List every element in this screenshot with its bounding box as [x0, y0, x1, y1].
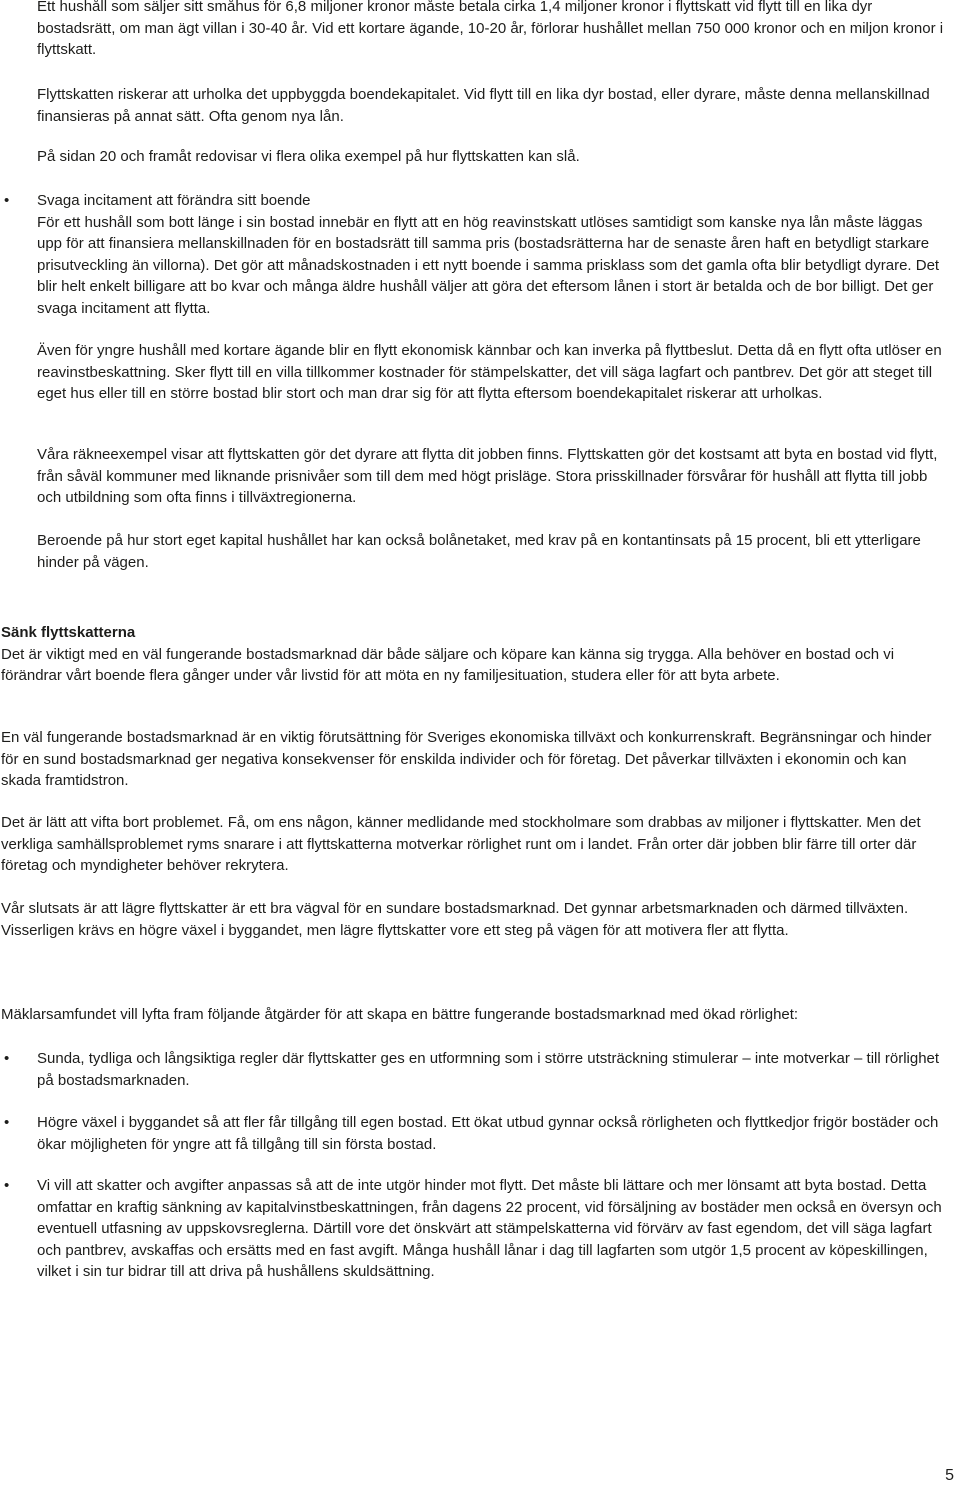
page-number: 5 — [945, 1467, 954, 1484]
bullet-marker: • — [4, 192, 10, 209]
intro-paragraph-2: Flyttskatten riskerar att urholka det uppbyggda boendekapitalet. Vid flytt till en lika dyr bostad, eller dyrare, måste denna mellanskillnad finansieras på annat sätt. Ofta genom nya lån. — [37, 86, 930, 125]
bullet-paragraph-2: Även för yngre hushåll med kortare ägande blir en flytt ekonomisk kännbar och kan inverka på flyttbeslut. Detta då en flytt ofta utlöser en reavinstbeskattning. Sker flytt till en villa tillkommer kostnader för stämpelskatter, det vill säga lagfart och pantbrev. Det gör att steget till eget hus eller till en större bostad blir stort och man drar sig för att flytta eftersom boendekapitalet riskerar att urholkas. — [37, 342, 942, 402]
measure-item-1: Sunda, tydliga och långsiktiga regler där flyttskatter ges en utformning som i större utsträckning stimulerar – inte motverkar – till rörlighet på bostadsmarknaden. — [37, 1050, 940, 1089]
measures-intro: Mäklarsamfundet vill lyfta fram följande åtgärder för att skapa en bättre fungerande bostadsmarknad med ökad rörlighet: — [1, 1006, 799, 1023]
sank-paragraph-2: En väl fungerande bostadsmarknad är en viktig förutsättning för Sveriges ekonomiska tillväxt och konkurrenskraft. Begränsningar och hinder för en sund bostadsmarknad ger negativa konsekvenser för enskilda individer och för företag. Det påverkar tillväxten i ekonomin och kan skada framtidstron. — [1, 729, 932, 789]
bullet-marker: • — [4, 1114, 10, 1131]
section-heading: Sänk flyttskatterna — [1, 624, 136, 641]
intro-paragraph-3: På sidan 20 och framåt redovisar vi flera olika exempel på hur flyttskatten kan slå. — [37, 148, 580, 165]
measure-item-3: Vi vill att skatter och avgifter anpassas så att de inte utgör hinder mot flytt. Det måste bli lättare och mer lönsamt att byta bostad. Detta omfattar en kraftig sänkning av kapitalvinstbeskattningen, från dagens 22 procent, vid försäljning av bostäder men också en översyn och eventuell utfasning av uppskovsreglerna. Därtill vore det önskvärt att stämpelskatterna vid förvärv av fast egendom, det vill säga lagfart och pantbrev, avskaffas och ersätts med en fast avgift. Många hushåll lånar i dag till lagfarten som utgör 1,5 procent av köpeskillingen, vilket i sin tur bidrar till att driva på hushållens skuldsättning. — [37, 1177, 942, 1280]
sank-section — [1, 622, 947, 687]
sank-paragraph-3: Det är lätt att vifta bort problemet. Få, om ens någon, känner medlidande med stockholmare som drabbas av miljoner i flyttskatter. Men det verkliga samhällsproblemet ryms snarare i att flyttskatterna motverkar rörlighet runt om i landet. Från orter där jobben blir färre till orter där företag och myndigheter behöver rekrytera. — [1, 814, 921, 874]
bullet-marker: • — [4, 1050, 10, 1067]
measure-item-2: Högre växel i byggandet så att fler får tillgång till egen bostad. Ett ökat utbud gynnar också rörligheten och flyttkedjor frigör bostäder och ökar möjligheten för yngre att få tillgång till sin första bostad. — [37, 1114, 939, 1153]
intro-paragraph-1: Ett hushåll som säljer sitt småhus för 6,8 miljoner kronor måste betala cirka 1,4 miljoner kronor i flyttskatt vid flytt till en lika dyr bostadsrätt, om man ägt villan i 30-40 år. Vid ett kortare ägande, 10-20 år, förlorar hushållet mellan 750 000 kronor och en miljon kronor i flyttskatt. — [37, 0, 944, 58]
sank-paragraph-1: Det är viktigt med en väl fungerande bostadsmarknad där både säljare och köpare kan känna sig trygga. Alla behöver en bostad och vi förändrar vårt boende flera gånger under vår livstid för att möta en ny familjesituation, studera eller för att byta arbete. — [1, 645, 895, 684]
bullet-paragraph-1: För ett hushåll som bott länge i sin bostad innebär en flytt att en hög reavinstskatt utlöses samtidigt som kanske nya lån måste läggas upp för att finansiera mellanskillnaden för en bostadsrätt till samma pris (bostadsrätterna har de senaste åren haft en betydligt starkare prisutveckling än villorna). Det gör att månadskostnaden i ett nytt boende i samma prisklass som det gamla ofta blir betydligt dyrare. Det blir helt enkelt billigare att bo kvar och många äldre hushåll väljer att göra det eftersom lånen i stort är betalda och de bor billigt. Det ger svaga incitament att flytta. — [37, 213, 940, 317]
sank-paragraph-4: Vår slutsats är att lägre flyttskatter är ett bra vägval för en sundare bostadsmarknad. Det gynnar arbetsmarknaden och därmed tillväxten. Visserligen krävs en högre växel i byggandet, men lägre flyttskatter vore ett steg på vägen för att motivera fler att flytta. — [1, 900, 909, 939]
bullet-section — [37, 190, 947, 319]
bullet-paragraph-3: Våra räkneexempel visar att flyttskatten gör det dyrare att flytta dit jobben finns. Flyttskatten gör det kostsamt att byta en bostad vid flytt, från såväl kommuner med liknande prisnivåer som till dem med högt prisläge. Stora prisskillnader försvårar för hushåll att flytta till jobb och utbildning som ofta finns i tillväxtregionerna. — [37, 446, 938, 506]
bullet-heading: Svaga incitament att förändra sitt boende — [37, 192, 311, 209]
bullet-paragraph-4: Beroende på hur stort eget kapital hushållet har kan också bolånetaket, med krav på en kontantinsats på 15 procent, bli ett ytterligare hinder på vägen. — [37, 532, 921, 571]
bullet-marker: • — [4, 1177, 10, 1194]
